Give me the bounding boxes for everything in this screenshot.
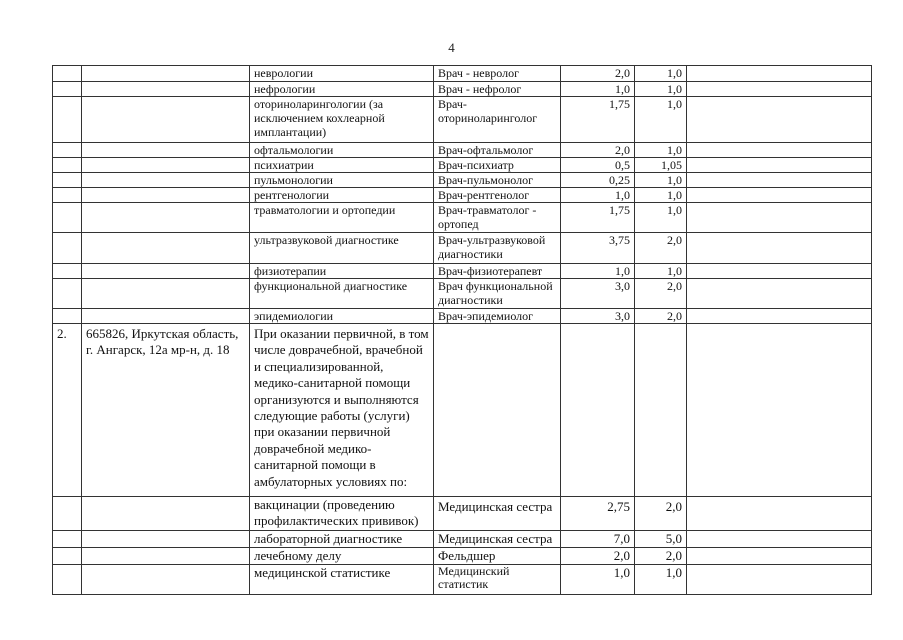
- rate2-cell: 2,0: [635, 233, 687, 264]
- service-cell: вакцинации (проведению профилактических прививок): [250, 497, 434, 531]
- rate2-cell: 1,0: [635, 203, 687, 233]
- table-row: [53, 548, 872, 565]
- address-cell: 665826, Иркутская область, г. Ангарск, 12а мр-н, д. 18: [82, 324, 250, 497]
- service-cell: эпидемиологии: [250, 309, 434, 324]
- rate1-cell: 1,75: [561, 97, 635, 143]
- section-intro: При оказании первичной, в том числе доврачебной, врачебной и специализированной, медико-санитарной помощи организуются и выполняются следующие работы (услуги) при оказании первичной доврачебной медико-санитарной помощи в амбулаторных условиях по:: [250, 324, 434, 497]
- service-cell: лечебному делу: [250, 548, 434, 565]
- rate1-cell: 3,0: [561, 279, 635, 309]
- service-cell: неврологии: [250, 66, 434, 82]
- rate2-cell: 1,0: [635, 264, 687, 279]
- position-cell: Врач-эпидемиолог: [434, 309, 561, 324]
- rate2-cell: 1,0: [635, 565, 687, 595]
- table-row: [53, 82, 872, 97]
- service-cell: ультразвуковой диагностике: [250, 233, 434, 264]
- table-row: [53, 143, 872, 158]
- table-row: [53, 497, 872, 531]
- position-cell: Врач-оториноларинголог: [434, 97, 561, 143]
- table-row: [53, 203, 872, 233]
- rate1-cell: 1,0: [561, 565, 635, 595]
- rate2-cell: 1,0: [635, 82, 687, 97]
- service-cell: травматологии и ортопедии: [250, 203, 434, 233]
- section-row: [53, 324, 872, 497]
- rate1-cell: 2,75: [561, 497, 635, 531]
- table-row: [53, 565, 872, 595]
- rate2-cell: 2,0: [635, 309, 687, 324]
- rate2-cell: 2,0: [635, 548, 687, 565]
- position-cell: Врач-пульмонолог: [434, 173, 561, 188]
- rate2-cell: 2,0: [635, 497, 687, 531]
- position-cell: Медицинская сестра: [434, 497, 561, 531]
- service-cell: психиатрии: [250, 158, 434, 173]
- rate2-cell: 1,0: [635, 97, 687, 143]
- rate1-cell: 1,75: [561, 203, 635, 233]
- table-row: [53, 188, 872, 203]
- rate1-cell: 0,25: [561, 173, 635, 188]
- position-cell: Врач-физиотерапевт: [434, 264, 561, 279]
- table-row: [53, 279, 872, 309]
- position-cell: Врач функциональной диагностики: [434, 279, 561, 309]
- table-row: [53, 66, 872, 82]
- position-cell: Врач-офтальмолог: [434, 143, 561, 158]
- rate1-cell: 3,75: [561, 233, 635, 264]
- table-row: [53, 173, 872, 188]
- rate2-cell: 5,0: [635, 531, 687, 548]
- section-number: 2.: [53, 324, 82, 497]
- table-row: [53, 264, 872, 279]
- rate1-cell: 1,0: [561, 264, 635, 279]
- rate1-cell: 3,0: [561, 309, 635, 324]
- rate1-cell: 1,0: [561, 188, 635, 203]
- service-cell: рентгенологии: [250, 188, 434, 203]
- page-number: 4: [448, 40, 455, 55]
- position-cell: Врач-ультразвуковой диагностики: [434, 233, 561, 264]
- table-row: [53, 531, 872, 548]
- table-row: [53, 158, 872, 173]
- rate1-cell: 1,0: [561, 82, 635, 97]
- rate2-cell: 1,05: [635, 158, 687, 173]
- position-cell: Врач-рентгенолог: [434, 188, 561, 203]
- position-cell: Фельдшер: [434, 548, 561, 565]
- service-cell: физиотерапии: [250, 264, 434, 279]
- rate1-cell: 0,5: [561, 158, 635, 173]
- rate2-cell: 1,0: [635, 66, 687, 82]
- service-cell: офтальмологии: [250, 143, 434, 158]
- service-cell: лабораторной диагностике: [250, 531, 434, 548]
- rate2-cell: 1,0: [635, 173, 687, 188]
- position-cell: Врач-психиатр: [434, 158, 561, 173]
- service-cell: пульмонологии: [250, 173, 434, 188]
- rate2-cell: 1,0: [635, 143, 687, 158]
- rate1-cell: 2,0: [561, 143, 635, 158]
- table-row: [53, 97, 872, 143]
- position-cell: Медицинская сестра: [434, 531, 561, 548]
- service-cell: медицинской статистике: [250, 565, 434, 595]
- rate1-cell: 7,0: [561, 531, 635, 548]
- table-row: [53, 309, 872, 324]
- position-cell: Врач - нефролог: [434, 82, 561, 97]
- position-cell: Медицинский статистик: [434, 565, 561, 595]
- table-row: [53, 233, 872, 264]
- rate1-cell: 2,0: [561, 548, 635, 565]
- position-cell: Врач-травматолог - ортопед: [434, 203, 561, 233]
- position-cell: Врач - невролог: [434, 66, 561, 82]
- rate2-cell: 2,0: [635, 279, 687, 309]
- licence-table: [52, 65, 872, 595]
- service-cell: оториноларингологии (за исключением кохлеарной имплантации): [250, 97, 434, 143]
- rate1-cell: 2,0: [561, 66, 635, 82]
- rate2-cell: 1,0: [635, 188, 687, 203]
- service-cell: функциональной диагностике: [250, 279, 434, 309]
- service-cell: нефрологии: [250, 82, 434, 97]
